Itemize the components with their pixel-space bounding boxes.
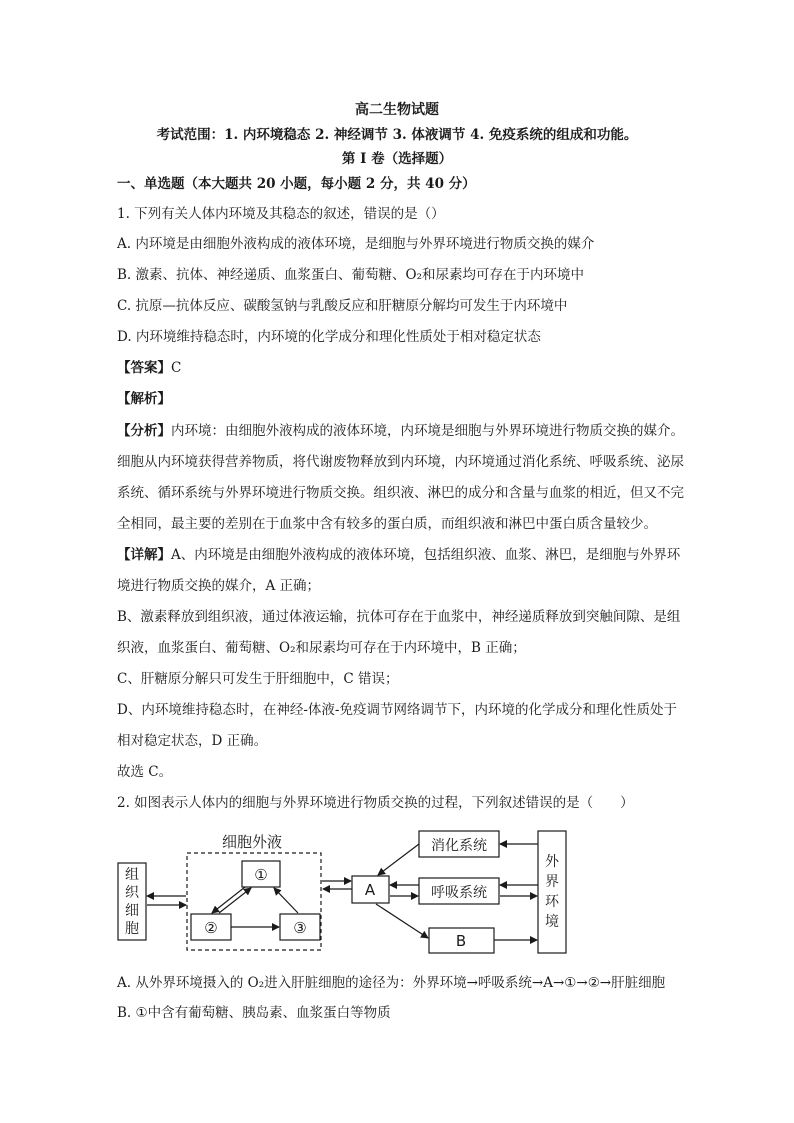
q1-detail-line-6: D、内环境维持稳态时，在神经-体液-免疫调节网络调节下，内环境的化学成分和理化性质处于: [117, 702, 677, 718]
q1-detail-line-8: 故选 C。: [117, 764, 173, 780]
respiratory-label: 呼吸系统: [431, 885, 487, 901]
q2-option-b: B. ①中含有葡萄糖、胰岛素、血浆蛋白等物质: [117, 1005, 391, 1021]
node-1-label: ①: [254, 866, 268, 884]
arrow-a-to-b: [376, 904, 428, 938]
q1-fenxi-line-3: 系统、循环系统与外界环境进行物质交换。组织液、淋巴的成分和含量与血浆的相近，但又不完: [117, 485, 684, 501]
node-a-label: A: [364, 881, 376, 899]
exam-scope: 考试范围：1. 内环境稳态 2. 神经调节 3. 体液调节 4. 免疫系统的组成和功能。: [156, 127, 638, 143]
section-heading: 一、单选题（本大题共 20 小题，每小题 2 分，共 40 分）: [117, 176, 476, 192]
q1-detail-line-4: 织液，血浆蛋白、葡萄糖、O₂和尿素均可存在于内环境中，B 正确；: [117, 640, 526, 656]
q1-analysis-tag: 【解析】: [117, 391, 171, 407]
q1-fenxi-line-1: [117, 421, 684, 441]
volume-title: 第 I 卷（选择题）: [341, 151, 453, 167]
q1-detail-line-5: C、肝糖原分解只可发生于肝细胞中，C 错误；: [117, 671, 399, 687]
external-char-1: 外: [545, 854, 559, 870]
external-box: [538, 831, 566, 953]
q1-option-b: B. 激素、抗体、神经递质、血浆蛋白、葡萄糖、O₂和尿素均可存在于内环境中: [117, 267, 584, 283]
question-1-stem: 1. 下列有关人体内环境及其稳态的叙述，错误的是（）: [117, 206, 445, 222]
tissue-cell-char-3: 细: [125, 903, 139, 919]
external-char-4: 境: [545, 914, 559, 930]
q1-fenxi-line-4: 全相同，最主要的差别在于血浆中含有较多的蛋白质，而组织液和淋巴中蛋白质含量较少。: [117, 516, 657, 532]
answer-value: C: [171, 360, 182, 376]
node-b-label: B: [455, 932, 467, 950]
q1-answer: [117, 358, 181, 378]
q2-option-a: A. 从外界环境摄入的 O₂进入肝脏细胞的途径为：外界环境→呼吸系统→A→①→②→肝脏细胞: [117, 975, 666, 991]
digestive-label: 消化系统: [431, 838, 487, 854]
exchange-diagram: [112, 826, 582, 958]
node-2-label: ②: [204, 919, 218, 937]
external-char-2: 界: [545, 874, 559, 890]
arrow-3-to-1: [274, 888, 298, 913]
question-2-stem: 2. 如图表示人体内的细胞与外界环境进行物质交换的过程，下列叙述错误的是（ ）: [117, 795, 634, 811]
q1-detail-line-7: 相对稳定状态，D 正确。: [117, 733, 268, 749]
q1-fenxi-line-2: 细胞从内环境获得营养物质，将代谢废物释放到内环境，内环境通过消化系统、呼吸系统、泌尿: [117, 454, 684, 470]
external-char-3: 环: [545, 894, 559, 910]
xiangjie-tag: 【详解】: [117, 547, 171, 563]
fenxi-tag: 【分析】: [117, 423, 171, 439]
arrow-2-to-1: [219, 888, 251, 913]
q1-detail-line-2: 境进行物质交换的媒介，A 正确；: [117, 578, 321, 594]
tissue-cell-char-4: 胞: [125, 921, 139, 937]
xiangjie-text: A、内环境是由细胞外液构成的液体环境，包括组织液、血浆、淋巴，是细胞与外界环: [171, 547, 681, 563]
extracellular-label: 细胞外液: [221, 833, 283, 851]
q1-option-c: C. 抗原—抗体反应、碳酸氢钠与乳酸反应和肝糖原分解均可发生于内环境中: [117, 298, 568, 314]
tissue-cell-char-2: 织: [125, 885, 139, 901]
arrow-1-to-2: [212, 887, 245, 913]
arrow-digestive-to-a: [378, 844, 419, 875]
q1-detail-line-3: B、激素释放到组织液，通过体液运输，抗体可存在于血浆中，神经递质释放到突触间隙、是组: [117, 609, 681, 625]
q1-option-d: D. 内环境维持稳态时，内环境的化学成分和理化性质处于相对稳定状态: [117, 329, 541, 345]
fenxi-text: 内环境：由细胞外液构成的液体环境，内环境是细胞与外界环境进行物质交换的媒介。: [171, 423, 684, 439]
answer-tag: 【答案】: [117, 360, 171, 376]
node-3-label: ③: [293, 919, 307, 937]
paper-title: 高二生物试题: [355, 102, 439, 118]
q1-option-a: A. 内环境是由细胞外液构成的液体环境，是细胞与外界环境进行物质交换的媒介: [117, 236, 595, 252]
q1-detail-line-1: [117, 545, 680, 565]
tissue-cell-char-1: 组: [125, 867, 139, 883]
